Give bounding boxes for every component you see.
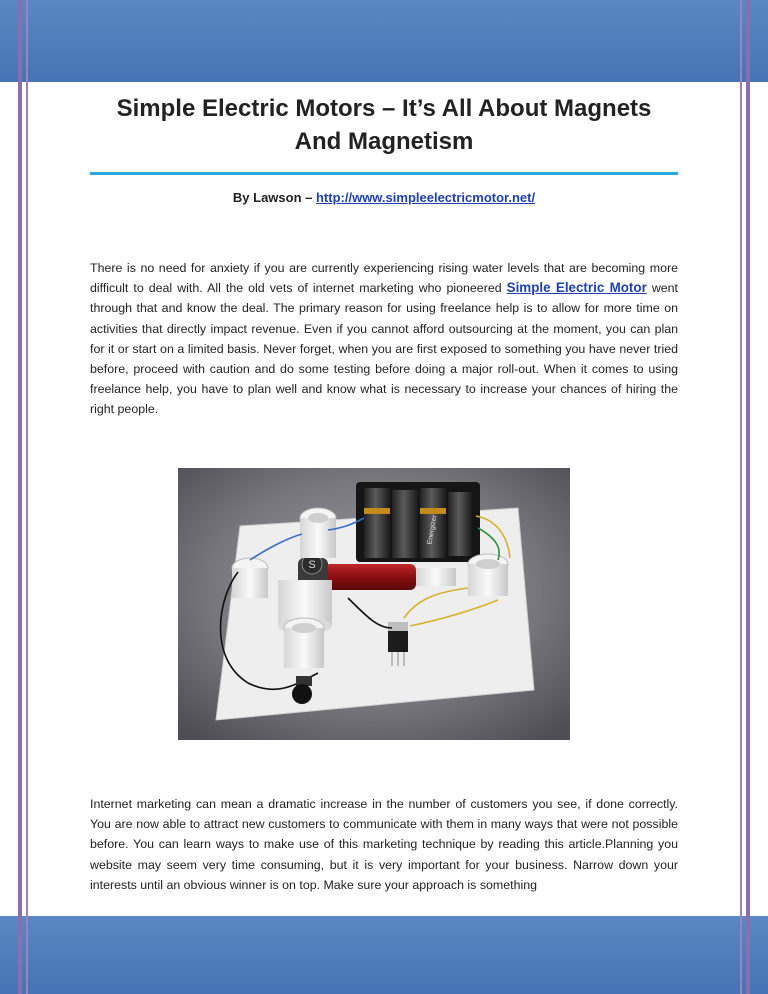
- right-border-line-thin: [740, 0, 742, 994]
- simple-electric-motor-link[interactable]: Simple Electric Motor: [506, 280, 647, 296]
- title-line-2: And Magnetism: [294, 128, 474, 155]
- left-border-line: [18, 0, 22, 994]
- rotor-letter: S: [308, 559, 316, 571]
- footer-band: [0, 916, 768, 994]
- right-border-line: [746, 0, 750, 994]
- site-link[interactable]: http://www.simpleelectricmotor.net/: [315, 190, 536, 205]
- byline: [90, 190, 678, 205]
- paragraph-2: Internet marketing can mean a dramatic increase in the number of customers you see, if done correctly. You are now able to attract new customers to communicate with them in many ways that were not possible before. You can learn ways to make use of this marketing technique by reading this article.Planning you website may seem very time consuming, but it is very important for your business. Narrow down your interests until an obvious winner is on top. Make sure your approach is something: [90, 797, 678, 892]
- paragraph-1-text-b: went through that and know the deal. The primary reason for using freelance help is to allow for more time on activities that directly impact revenue. Even if you cannot afford outsourcing at the moment, you can plan for it or start on a limited basis. Never forget, when you are first exposed to something you have never tried before, proceed with caution and do some testing before doing a major roll-out. When it comes to using freelance help, you have to plan well and know what is necessary to increase your chances of hiring the right people.: [90, 281, 678, 417]
- byline-author: By Lawson –: [232, 190, 316, 205]
- paragraph-1: [90, 258, 678, 420]
- left-border-line-thin: [26, 0, 28, 994]
- battery-brand-label: Energizer: [426, 514, 439, 546]
- page-title: [90, 92, 678, 158]
- paragraph-1-text-a: There is no need for anxiety if you are currently experiencing rising water levels that are becoming more difficult to deal with. All the old vets of internet marketing who pioneered: [90, 261, 678, 296]
- header-band: [0, 0, 768, 82]
- battery-holder: [356, 482, 480, 562]
- title-line-1: Simple Electric Motors – It’s All About Magnets: [116, 95, 652, 122]
- title-divider: [90, 172, 678, 175]
- motor-photo: [178, 468, 570, 740]
